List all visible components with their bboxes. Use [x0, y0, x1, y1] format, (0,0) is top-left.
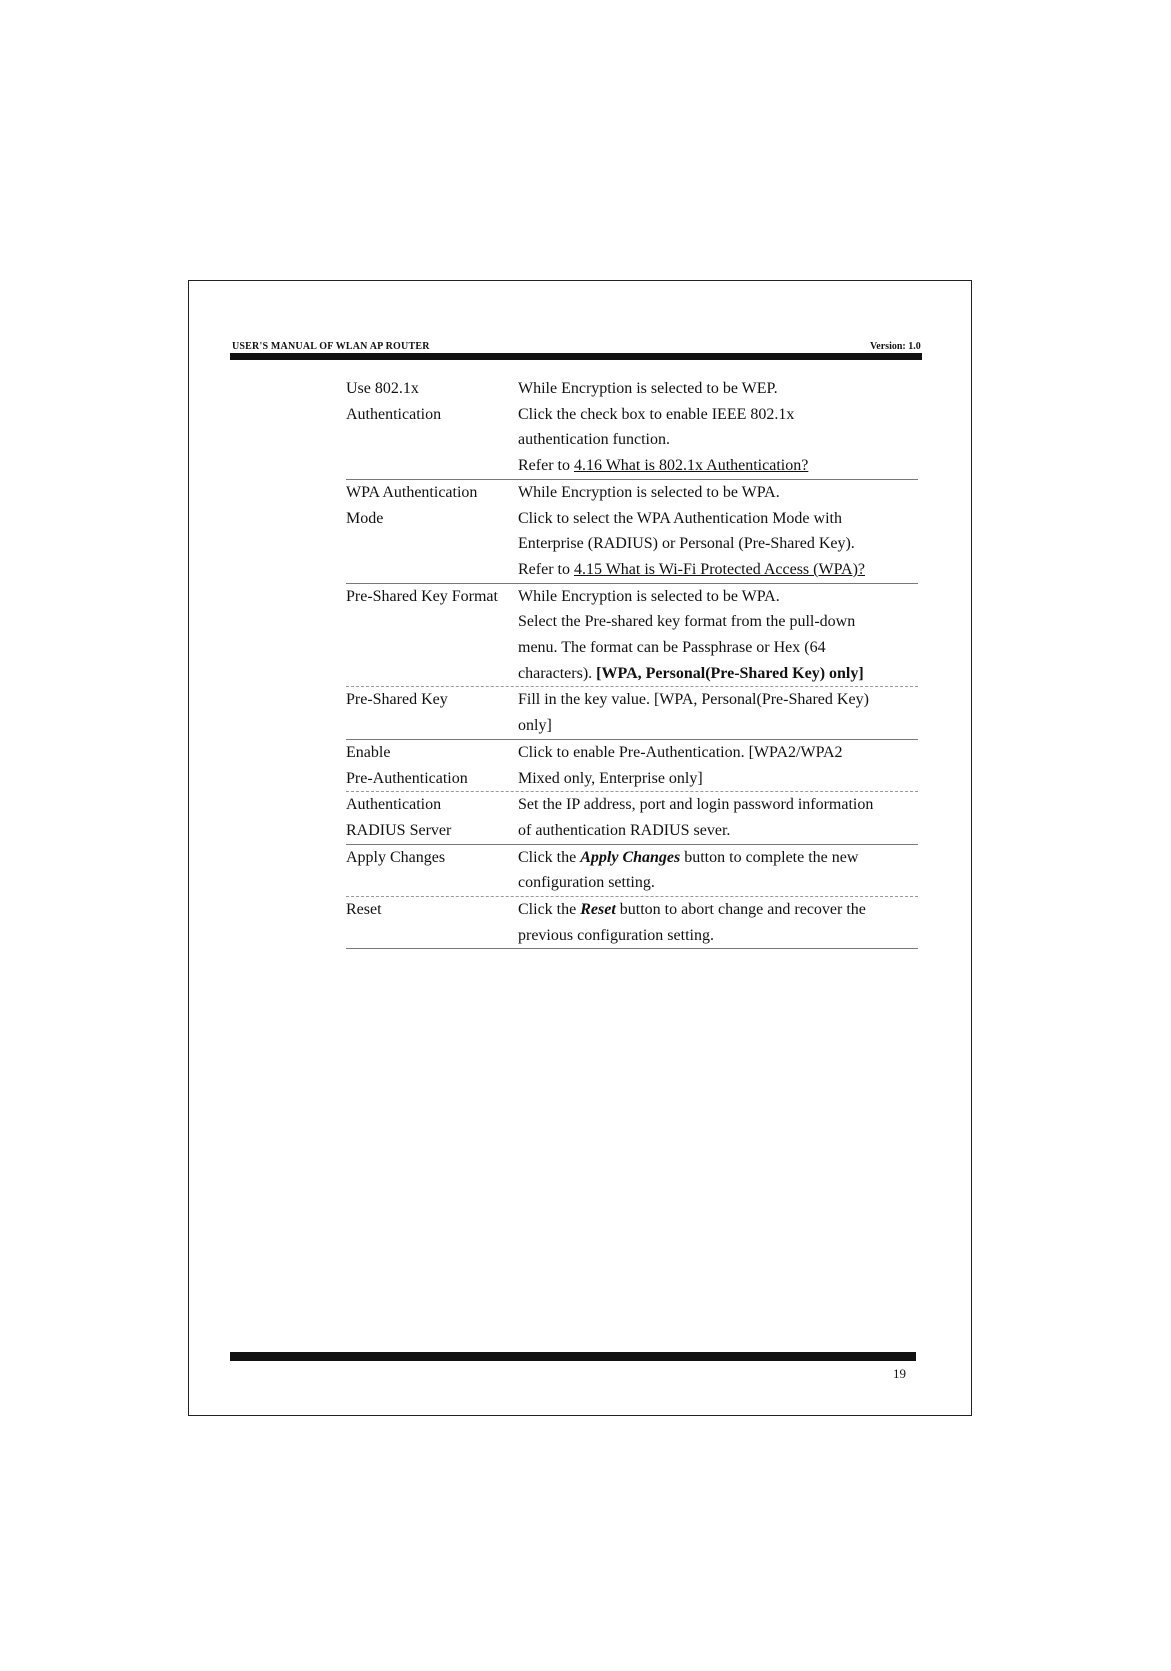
- term-cell: [346, 897, 518, 948]
- description-cell: [518, 897, 918, 948]
- term-line: WPA Authentication: [346, 483, 478, 501]
- description-line: [518, 897, 918, 923]
- description-cell: [518, 376, 918, 479]
- term-cell: [346, 480, 518, 583]
- description-text: Click the: [518, 901, 581, 919]
- term-line: RADIUS Server: [346, 821, 452, 839]
- description-line: While Encryption is selected to be WEP.: [518, 380, 778, 397]
- description-cell: [518, 792, 918, 843]
- description-text: Click the: [518, 848, 581, 866]
- description-line: Click the check box to enable IEEE 802.1x: [518, 405, 795, 423]
- description-line: Enterprise (RADIUS) or Personal (Pre-Shared Key).: [518, 535, 855, 553]
- reference-prefix: Refer to: [518, 457, 574, 475]
- description-line: [518, 661, 918, 687]
- description-cell: [518, 740, 918, 791]
- reference-line: [518, 557, 918, 583]
- term-line: Apply Changes: [346, 848, 446, 866]
- description-line: only]: [518, 717, 552, 735]
- apply-changes-emphasis: Apply Changes: [580, 848, 681, 866]
- header-rule: [230, 353, 922, 360]
- description-cell: [518, 687, 918, 738]
- description-cell: [518, 480, 918, 583]
- mode-note: [WPA, Personal(Pre-Shared Key) only]: [596, 664, 864, 682]
- description-line: configuration setting.: [518, 874, 655, 892]
- table-row: [346, 687, 918, 739]
- table-row: [346, 740, 918, 792]
- term-line: Pre-Shared Key: [346, 691, 448, 709]
- term-line: Reset: [346, 901, 382, 919]
- reference-line: [518, 453, 918, 479]
- reference-link[interactable]: 4.15 What is Wi-Fi Protected Access (WPA)?: [573, 560, 865, 578]
- table-row: [346, 845, 918, 897]
- description-line: authentication function.: [518, 431, 670, 449]
- footer-rule: [230, 1352, 916, 1361]
- term-cell: [346, 845, 518, 896]
- term-cell: [346, 687, 518, 738]
- description-line: previous configuration setting.: [518, 926, 714, 944]
- table-row: [346, 584, 918, 688]
- description-line: Fill in the key value. [WPA, Personal(Pre-Shared Key): [518, 691, 869, 709]
- table-row: [346, 897, 918, 949]
- reference-prefix: Refer to: [518, 560, 574, 578]
- term-line: Pre-Authentication: [346, 769, 468, 787]
- term-cell: [346, 740, 518, 791]
- term-cell: [346, 584, 518, 687]
- page-number: 19: [893, 1366, 906, 1381]
- description-text: button to complete the new: [680, 848, 859, 866]
- settings-table: [346, 376, 918, 949]
- version-label: Version: 1.0: [870, 341, 921, 352]
- term-line: Authentication: [346, 796, 442, 814]
- description-line: [518, 845, 918, 871]
- description-line: While Encryption is selected to be WPA.: [518, 587, 780, 605]
- description-line: Set the IP address, port and login password information: [518, 796, 874, 814]
- term-line: Authentication: [346, 405, 442, 423]
- term-cell: [346, 792, 518, 843]
- description-line: Click to select the WPA Authentication Mode with: [518, 509, 842, 527]
- description-text: characters).: [518, 664, 597, 682]
- description-cell: [518, 584, 918, 687]
- description-line: While Encryption is selected to be WPA.: [518, 483, 780, 501]
- term-line: Use 802.1x: [346, 380, 419, 397]
- manual-title: USER'S MANUAL OF WLAN AP ROUTER: [232, 341, 430, 352]
- reference-link[interactable]: 4.16 What is 802.1x Authentication?: [573, 457, 809, 475]
- table-row: [346, 376, 918, 480]
- term-cell: [346, 376, 518, 479]
- description-line: Mixed only, Enterprise only]: [518, 769, 703, 787]
- table-row: [346, 480, 918, 584]
- description-text: button to abort change and recover the: [615, 901, 866, 919]
- term-line: Enable: [346, 743, 391, 761]
- description-line: Select the Pre-shared key format from the pull-down: [518, 613, 856, 631]
- description-line: menu. The format can be Passphrase or Hex (64: [518, 639, 826, 657]
- term-line: Mode: [346, 509, 384, 527]
- description-line: of authentication RADIUS sever.: [518, 821, 731, 839]
- description-line: Click to enable Pre-Authentication. [WPA2/WPA2: [518, 743, 843, 761]
- description-cell: [518, 845, 918, 896]
- reset-emphasis: Reset: [580, 901, 616, 919]
- table-row: [346, 792, 918, 844]
- term-line: Pre-Shared Key Format: [346, 587, 498, 605]
